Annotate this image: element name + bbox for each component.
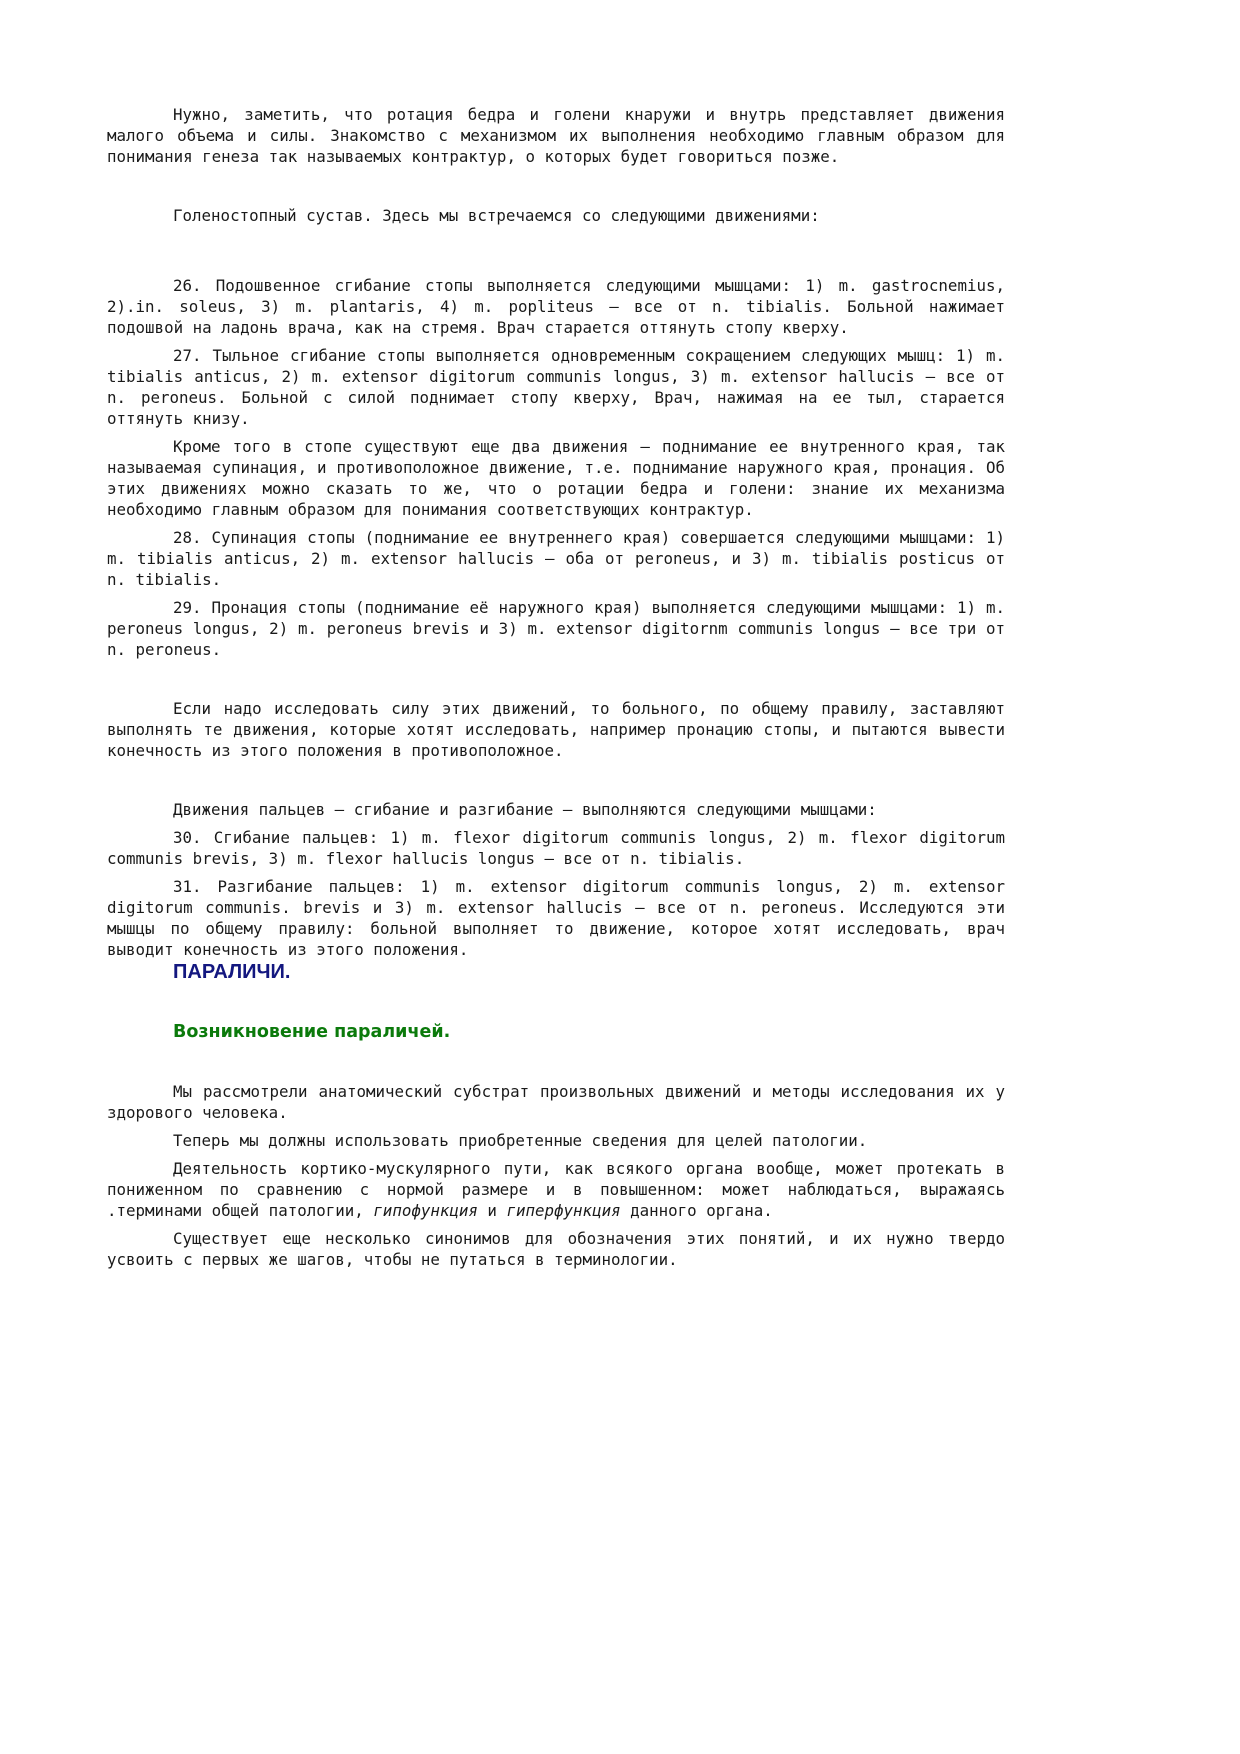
paragraph-anatomical-substrate: Мы рассмотрели анатомический субстрат произвольных движений и методы исследования их у здорового человека.	[107, 1082, 1005, 1122]
paragraph-item-31: 31. Разгибание пальцев: 1) m. extensor digitorum communis longus, 2) m. extensor digitorum communis. brevis и 3) m. extensor hallucis — все от n. peroneus. Исследуются эти мышцы по общему правилу: больной выполняет то движение, которое хотят исследовать, врач выводит конечность из этого положения.	[107, 877, 1005, 959]
paragraph-hypo-hyper-function	[107, 1158, 1005, 1221]
paragraph-strength-testing: Если надо исследовать силу этих движений, то больного, по общему правилу, заставляют выполнять те движения, которые хотят исследовать, например пронацию стопы, и пытаются вывести конечность из этого положения в противоположное.	[107, 699, 1005, 760]
term-hypofunction: гипофункция	[373, 1201, 478, 1220]
term-hyperfunction: гиперфункция	[506, 1201, 621, 1220]
document-page	[107, 104, 1005, 1270]
paragraph-supination-pronation: Кроме того в стопе существуют еще два движения — поднимание ее внутренного края, так называемая супинация, и противоположное движение, т.е. поднимание наружного края, пронация. Об этих движениях можно сказать то же, что о ротации бедра и голени: знание их механизма необходимо главным образом для понимания соответствующих контрактур.	[107, 437, 1005, 519]
paragraph-text-part: данного органа.	[620, 1201, 773, 1220]
paragraph-item-29: 29. Пронация стопы (поднимание её наружного края) выполняется следующими мышцами: 1) m. peroneus longus, 2) m. peroneus brevis и 3) m. extensor digitornm communis longus — все три от n. peroneus.	[107, 598, 1005, 659]
paragraph-item-30: 30. Сгибание пальцев: 1) m. flexor digitorum communis longus, 2) m. flexor digitorum communis brevis, 3) m. flexor hallucis longus — все от n. tibialis.	[107, 828, 1005, 868]
paragraph-toe-movements: Движения пальцев — сгибание и разгибание — выполняются следующими мышцами:	[173, 800, 877, 819]
paragraph-rotation-note: Нужно, заметить, что ротация бедра и голени кнаружи и внутрь представляет движения малого объема и силы. Знакомство с механизмом их выполнения необходимо главным образом для понимания генеза так называемых контрактур, о которых будет говориться позже.	[107, 105, 1005, 166]
paragraph-item-26: 26. Подошвенное сгибание стопы выполняется следующими мышцами: 1) m. gastrocnemius, 2).in. soleus, 3) m. plantaris, 4) m. popliteus — все от n. tibialis. Больной нажимает подошвой на ладонь врача, как на стремя. Врач старается оттянуть стопу кверху.	[107, 276, 1005, 337]
paragraph-synonyms: Существует еще несколько синонимов для обозначения этих понятий, и их нужно твердо усвоить с первых же шагов, чтобы не путаться в терминологии.	[107, 1229, 1005, 1269]
paragraph-item-27: 27. Тыльное сгибание стопы выполняется одновременным сокращением следующих мышц: 1) m. tibialis anticus, 2) m. extensor digitorum communis longus, 3) m. extensor hallucis — все от n. peroneus. Больной с силой поднимает стопу кверху, Врач, нажимая на ее тыл, старается оттянуть книзу.	[107, 346, 1005, 428]
paragraph-pathology-goal: Теперь мы должны использовать приобретенные сведения для целей патологии.	[173, 1131, 868, 1150]
section-heading-paralysis: ПАРАЛИЧИ.	[173, 961, 291, 983]
paragraph-text-part: и	[477, 1201, 507, 1220]
paragraph-text-part: Деятельность кортико-мускулярного пути, как всякого органа вообще, может протекать в пониженном по сравнению с нормой размере и в повышенном: может наблюдаться, выражаясь .терминами общей патологии,	[107, 1159, 1005, 1220]
subsection-heading-paralysis-origin: Возникновение параличей.	[173, 1022, 451, 1042]
paragraph-ankle-joint-intro: Голеностопный сустав. Здесь мы встречаемся со следующими движениями:	[173, 206, 820, 225]
paragraph-item-28: 28. Супинация стопы (поднимание ее внутреннего края) совершается следующими мышцами: 1) m. tibialis anticus, 2) m. extensor hallucis — оба от peroneus, и 3) m. tibialis posticus от n. tibialis.	[107, 528, 1005, 589]
